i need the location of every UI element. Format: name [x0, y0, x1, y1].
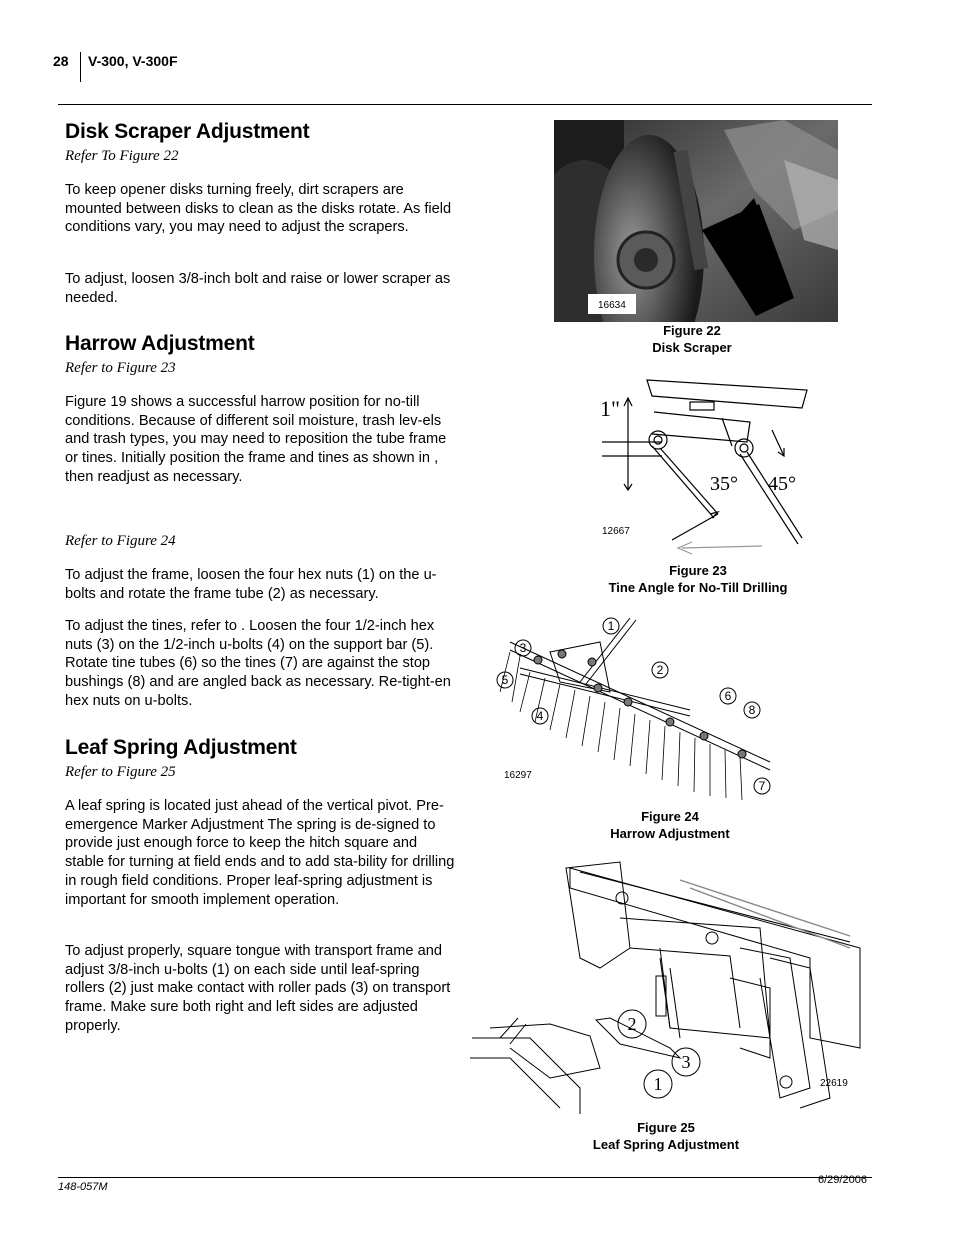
figure-23-angle-45: 45°: [768, 473, 796, 495]
harrow-heading: Harrow Adjustment: [65, 332, 255, 355]
figure-24-diagram: [490, 612, 780, 802]
figure-22-photo: [554, 120, 838, 322]
figure-24-callout-4: 4: [536, 709, 544, 723]
figure-24-callout-3: 3: [519, 641, 527, 655]
harrow-p3: To adjust the tines, refer to . Loosen the four 1/2-inch hex nuts (3) on the 1/2-inch u-bolts (4) on the support bar (5). Rotate tine tubes (6) so the tines (7) are against the stop bushings (8) and are angled back as necessary. Re-tight-en hex nuts on u-bolts.: [65, 618, 451, 709]
figure-22-id: 16634: [598, 300, 626, 311]
harrow-p2: To adjust the frame, loosen the four hex nuts (1) on the u-bolts and rotate the frame tube (2) as necessary.: [65, 567, 437, 602]
harrow-p1: Figure 19 shows a successful harrow position for no-till conditions. Because of different soil moisture, trash lev-els and trash types, you may need to reposition the tube frame or tines. Initially position the frame and tines as shown in , then readjust as necessary.: [65, 394, 447, 485]
leaf-spring-p2: To adjust properly, square tongue with transport frame and adjust 3/8-inch u-bolts (1) on each side until leaf-spring rollers (2) just make contact with roller pads (3) on transport frame. Make sure both right and left sides are adjusted properly.: [65, 943, 451, 1034]
figure-25-caption: Leaf Spring Adjustment: [592, 1137, 740, 1152]
leaf-spring-p1: A leaf spring is located just ahead of the vertical pivot. Pre-emergence Marker Adjustment The spring is de-signed to provide just enough force to keep the hitch square and stable for turning at field ends and to add sta-bility for drilling in rough field conditions. Proper leaf-spring adjustment is important for smooth implement operation.: [65, 798, 455, 908]
disk-scraper-p2: To adjust, loosen 3/8-inch bolt and raise or lower scraper as needed.: [65, 271, 451, 306]
figure-24-callout-2: 2: [656, 663, 664, 677]
figure-24-callout-1: 1: [607, 619, 615, 633]
disk-scraper-heading: Disk Scraper Adjustment: [65, 120, 310, 143]
figure-23-caption: Tine Angle for No-Till Drilling: [608, 580, 788, 595]
figure-25-callout-2: 2: [627, 1014, 637, 1034]
figure-25-callout-3: 3: [681, 1052, 691, 1072]
header-rule: [58, 104, 872, 105]
harrow-ref2: Refer to Figure 24: [65, 533, 176, 549]
disk-scraper-ref: Refer To Figure 22: [65, 148, 179, 164]
page-number: 28: [53, 53, 69, 69]
figure-23-dim: 1": [600, 396, 620, 421]
figure-24-callout-7: 7: [758, 779, 766, 793]
figure-24-callout-6: 6: [724, 689, 732, 703]
footer-rule: [58, 1177, 872, 1178]
figure-22-label: Figure 22: [663, 323, 721, 338]
header-divider: [80, 52, 81, 82]
figure-25-callout-1: 1: [653, 1074, 663, 1094]
doc-number: 148-057M: [58, 1181, 108, 1193]
figure-25-label: Figure 25: [637, 1120, 695, 1135]
figure-24-label: Figure 24: [641, 809, 699, 824]
figure-23-diagram: [592, 378, 812, 558]
figure-24-callout-5: 5: [501, 673, 509, 687]
leaf-spring-heading: Leaf Spring Adjustment: [65, 736, 297, 759]
figure-24-callout-8: 8: [748, 703, 756, 717]
figure-24-id: 16297: [504, 770, 532, 781]
leaf-spring-ref: Refer to Figure 25: [65, 764, 176, 780]
figure-22-caption: Disk Scraper: [652, 340, 732, 355]
figure-25-id: 22619: [820, 1078, 848, 1089]
figure-23-angle-35: 35°: [710, 473, 738, 495]
figure-23-label: Figure 23: [669, 563, 727, 578]
doc-date: 6/29/2006: [818, 1174, 867, 1186]
figure-24-caption: Harrow Adjustment: [610, 826, 730, 841]
figure-23-id: 12667: [602, 526, 630, 537]
harrow-ref: Refer to Figure 23: [65, 360, 176, 376]
figure-25-diagram: [470, 858, 870, 1114]
model-title: V-300, V-300F: [88, 53, 178, 69]
disk-scraper-p1: To keep opener disks turning freely, dirt scrapers are mounted between disks to clean as the disks rotate. As field conditions vary, you may need to adjust the scrapers.: [65, 182, 452, 236]
